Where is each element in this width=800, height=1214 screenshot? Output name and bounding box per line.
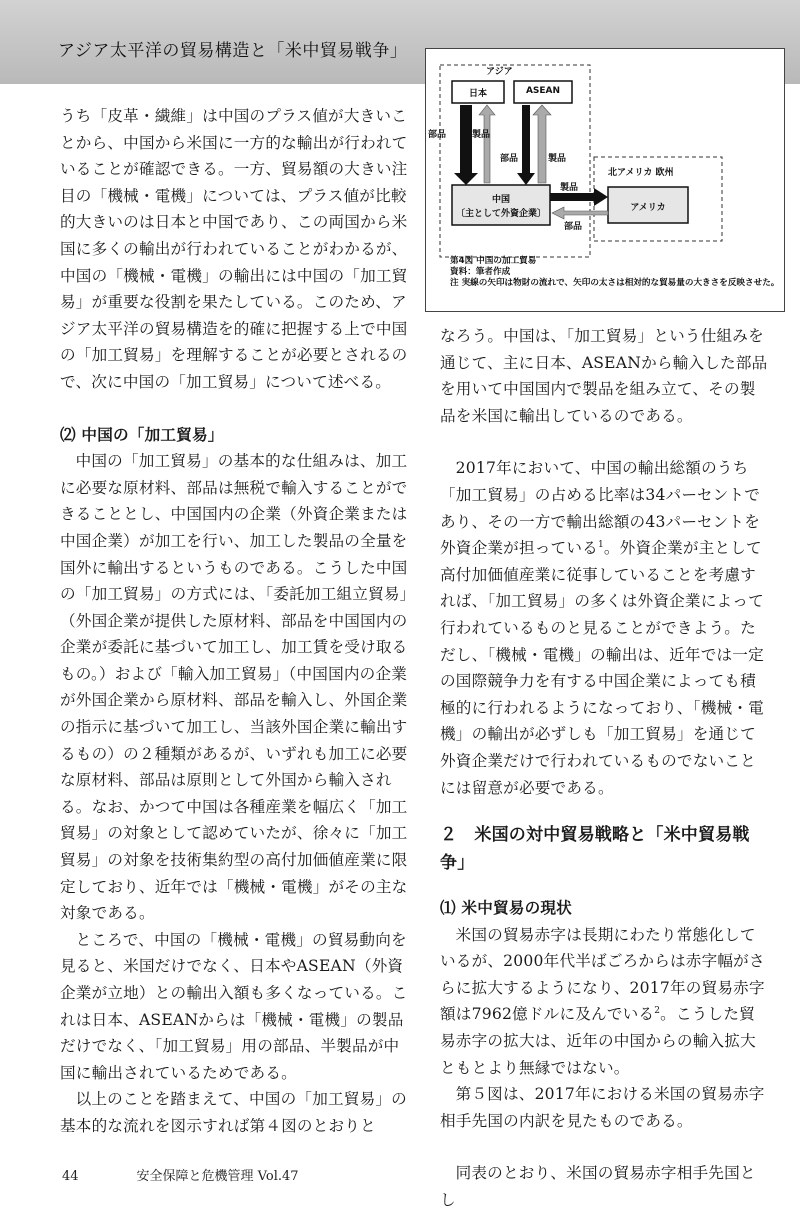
right-column [440,323,770,1214]
section-heading-processing-trade: ⑵ 中国の「加工貿易」 [60,425,224,444]
running-header: アジア太平洋の貿易構造と「米中貿易戦争」 [58,41,408,61]
label-parts-left: 部品 [428,130,447,140]
label-parts-mid: 部品 [500,154,519,164]
label-products-mid: 製品 [548,154,567,164]
region-na-eu-label: 北アメリカ 欧州 [608,168,674,178]
arrow-parts-asean [517,105,535,185]
page-footer [62,1165,357,1184]
right-paragraph-5: 同表のとおり、米国の貿易赤字相手先国とし [440,1164,756,1210]
arrow-parts-usa [552,207,608,219]
china-label-2: 〔主として外資企業〕 [455,209,546,219]
left-paragraph-4: 以上のことを踏まえて、中国の「加工貿易」の基本的な流れを図示すれば第４図のとおりと [60,1090,407,1135]
arrow-products-japan [479,105,495,183]
japan-label: 日本 [468,89,487,99]
right-paragraph-2b: 。外資企業が主として高付加価値産業に従事していることを考慮すれば、「加工貿易」の多くは外資企業によって行われているものと見ることができよう。ただし、「機械・電機」の輸出は、近年では一定の国際競争力を有する中国企業によっても積極的に行われるようになっており、「機械・電機」の輸出が必ずしも「加工貿易」を通じて外資企業だけで行われているものでないことには留意が必要である。 [440,539,764,797]
label-products-right: 製品 [560,183,579,193]
left-paragraph-1: うち「皮革・繊維」は中国のプラス値が大きいことから、中国から米国に一方的な輸出が行われていることが確認できる。一方、貿易額の大きい注目の「機械・電機」については、プラス値が比較的大きいのは日本と中国であり、この両国から米国に多くの輸出が行われていることがわかるが、中国の「機械・電機」の輸出には中国の「加工貿易」が重要な役割を果たしている。このため、アジア太平洋の貿易構造を的確に把握する上で中国の「加工貿易」を理解することが必要とされるので、次に中国の「加工貿易」について述べる。 [60,107,408,391]
china-label-1: 中国 [491,195,510,205]
right-paragraph-2a: 2017年において、中国の輸出総額のうち「加工貿易」の占める比率は34パーセントであり、その一方で輸出総額の43パーセントを外資企業が担っている [440,459,761,558]
page-number: 44 [62,1169,79,1184]
caption-title: 第4図 中国の加工貿易 [450,256,537,266]
arrow-products-asean [533,105,551,183]
left-column [60,103,412,1140]
caption-note: 注 実線の矢印は物財の流れで、矢印の太さは相対的な貿易量の大きさを反映させた。 [450,278,780,288]
figure-4 [425,48,785,312]
caption-source: 資料：筆者作成 [450,267,511,277]
right-paragraph-3 [440,922,770,1082]
figure-caption [450,256,780,289]
journal-name: 安全保障と危機管理 Vol.47 [136,1169,299,1184]
label-products-left: 製品 [472,130,491,140]
label-parts-right: 部品 [564,222,583,232]
left-paragraph-3: ところで、中国の「機械・電機」の貿易動向を見ると、米国だけでなく、日本やASEAN（外資企業が立地）との輸出入額も多くなっている。これは日本、ASEANからは「機械・電機」の製品だけでなく、「加工貿易」用の部品、半製品が中国に輸出されているためである。 [60,930,408,1082]
section-heading-us-china-trade: ⑴ 米中貿易の現状 [440,899,572,918]
right-paragraph-3a: 米国の貿易赤字は長期にわたり常態化しているが、2000年代半ばごろからは赤字幅がさらに拡大するようになり、2017年の貿易赤字額は7962億ドルに及んでいる [440,925,765,1024]
region-asia-label: アジア [486,67,513,77]
left-paragraph-2: 中国の「加工貿易」の基本的な仕組みは、加工に必要な原材料、部品は無税で輸入することができることとし、中国国内の企業（外資企業または中国企業）が加工を行い、加工した製品の全量を国外に輸出するというものである。こうした中国の「加工貿易」の方式には、「委託加工組立貿易」（外国企業が提供した原材料、部品を中国国内の企業が委託に基づいて加工し、加工賃を受け取るもの。）および「輸入加工貿易」（中国国内の企業が外国企業から原材料、部品を輸入し、外国企業の指示に基づいて加工し、当該外国企業に輸出するもの）の２種類があるが、いずれも加工に必要な原材料、部品は原則として外国から輸入される。なお、かつて中国は各種産業を幅広く「加工貿易」の対象として認めていたが、徐々に「加工貿易」の対象を技術集約型の高付加価値産業に限定しており、近年では「機械・電機」がその主な対象である。 [60,452,408,923]
usa-label: アメリカ [630,203,666,213]
china-box [452,185,550,225]
arrow-parts-japan [454,105,478,185]
chapter-heading-2: ２ 米国の対中貿易戦略と「米中貿易戦争」 [440,825,750,874]
arrow-products-usa [550,188,608,206]
footnote-ref-2: 2 [654,1006,661,1017]
right-paragraph-3b: 。こうした貿易赤字の拡大は、近年の中国からの輸入拡大ともとより無縁ではない。 [440,1005,756,1077]
right-paragraph-4: 第５図は、2017年における米国の貿易赤字相手先国の内訳を見たものである。 [440,1085,765,1130]
footnote-ref-1: 1 [597,539,604,550]
right-paragraph-1: なろう。中国は、「加工貿易」という仕組みを通じて、主に日本、ASEANから輸入した部品を用いて中国国内で製品を組み立て、その製品を米国に輸出しているのである。 [440,327,768,425]
asean-label: ASEAN [525,86,561,96]
right-paragraph-2 [440,455,770,801]
